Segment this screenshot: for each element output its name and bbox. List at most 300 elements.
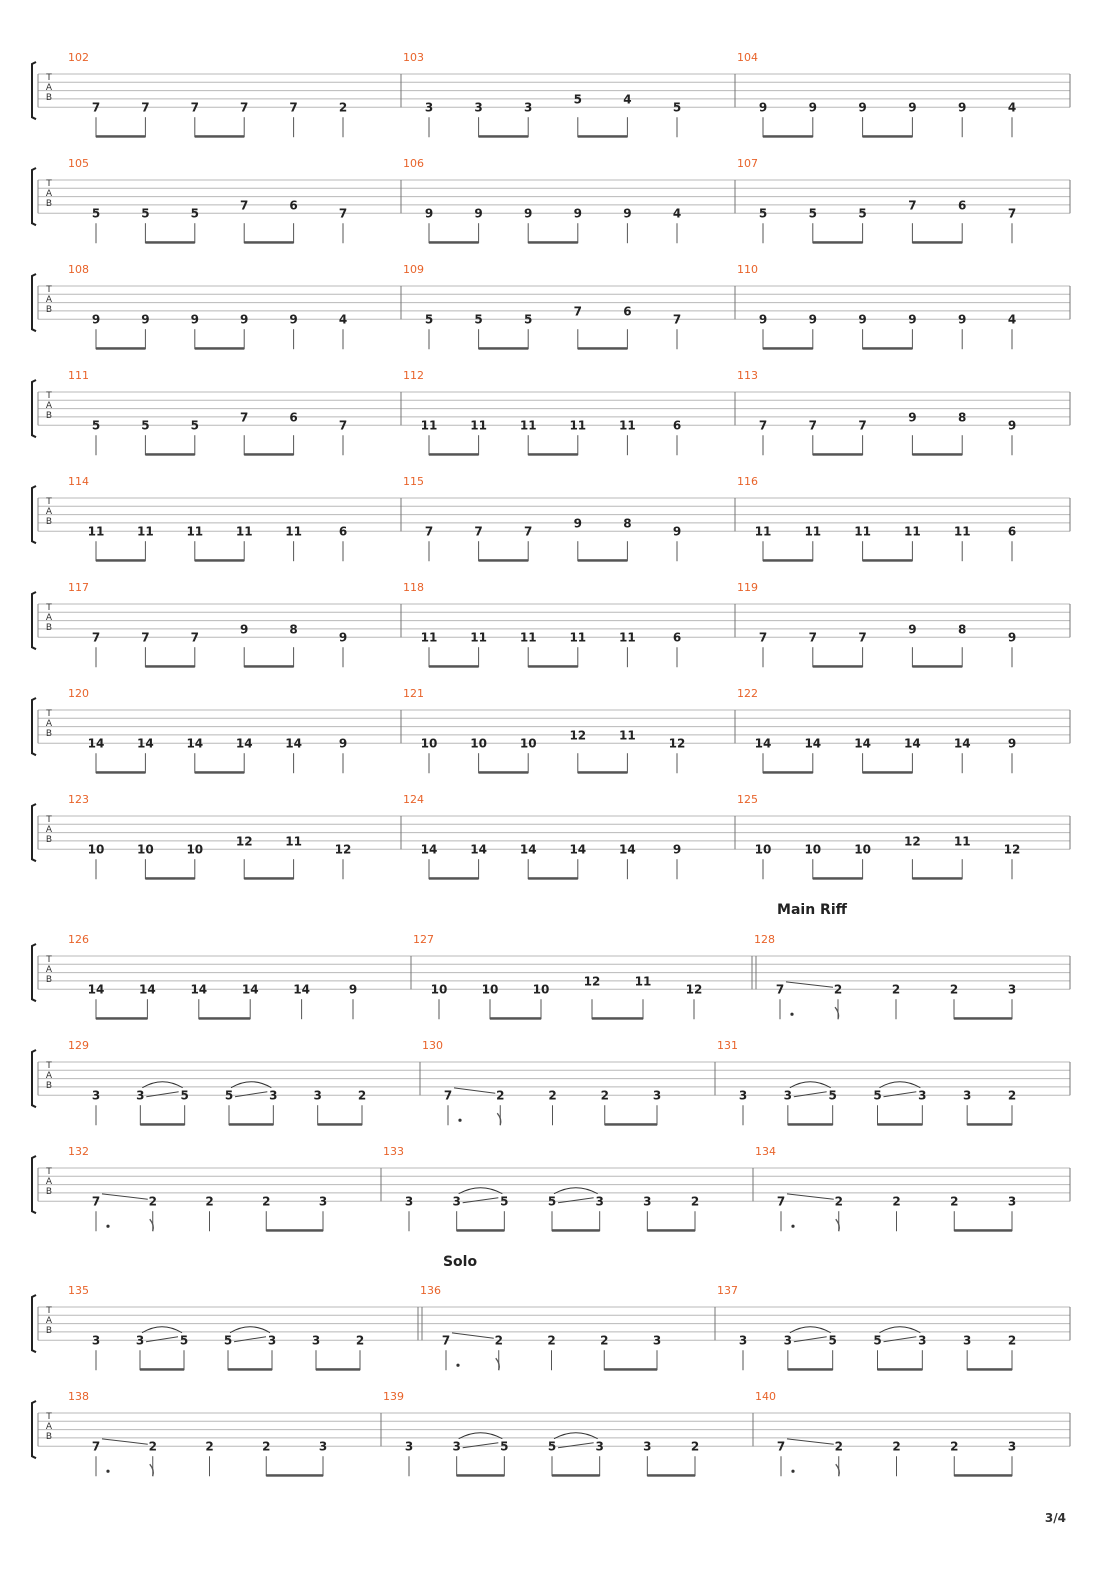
fret-number: 9	[190, 312, 199, 327]
fret-number: 14	[619, 842, 636, 857]
fret-number: 14	[235, 736, 253, 751]
system-brace	[32, 698, 36, 755]
fret-number: 3	[643, 1439, 652, 1454]
fret-number: 2	[892, 1439, 901, 1454]
measure-number: 102	[68, 51, 89, 64]
fret-number: 3	[404, 1439, 414, 1454]
note-beam	[195, 559, 244, 562]
note-beam	[763, 559, 813, 562]
fret-number: 6	[338, 524, 348, 539]
fret-number: 9	[474, 206, 483, 221]
system-brace	[32, 486, 36, 543]
fret-number: 7	[672, 312, 682, 327]
note-beam	[266, 1474, 323, 1477]
fret-number: 3	[404, 1194, 414, 1209]
fret-number: 14	[420, 842, 438, 857]
fret-number: 7	[858, 630, 867, 645]
fret-number: 9	[424, 206, 434, 221]
measure-number: 132	[68, 1145, 89, 1158]
fret-number: 5	[474, 312, 483, 327]
fret-number: 3	[595, 1194, 604, 1209]
slide-line	[786, 982, 833, 987]
slide-line	[787, 1194, 834, 1199]
measure-number: 112	[403, 369, 424, 382]
fret-number: 9	[573, 516, 582, 531]
fret-number: 14	[854, 736, 871, 751]
fret-number: 10	[430, 982, 448, 997]
measure-number: 126	[68, 933, 89, 946]
note-beam	[479, 347, 529, 350]
fret-number: 8	[289, 622, 298, 637]
fret-number: 2	[496, 1088, 505, 1103]
note-beam	[647, 1229, 695, 1232]
fret-number: 7	[808, 418, 817, 433]
fret-number: 3	[962, 1333, 972, 1348]
note-beam	[912, 453, 962, 456]
fret-number: 5	[224, 1088, 234, 1103]
fret-number: 5	[858, 206, 867, 221]
measure-number: 115	[403, 475, 424, 488]
fret-number: 3	[1007, 1194, 1017, 1209]
fret-number: 5	[758, 206, 768, 221]
measure-number: 122	[737, 687, 758, 700]
fret-number: 11	[854, 524, 871, 539]
tab-clef-letter: A	[45, 401, 53, 411]
note-beam	[604, 1368, 657, 1371]
fret-number: 11	[285, 834, 302, 849]
tab-system	[32, 581, 1070, 668]
fret-number: 14	[87, 736, 105, 751]
tab-clef-letter: B	[45, 623, 53, 633]
fret-number: 3	[91, 1088, 101, 1103]
fret-number: 12	[1003, 842, 1021, 857]
tab-system	[32, 475, 1070, 562]
note-beam	[457, 1474, 505, 1477]
fret-number: 9	[240, 312, 249, 327]
fret-number: 2	[1007, 1333, 1017, 1348]
note-beam	[429, 665, 479, 668]
note-beam	[244, 241, 293, 244]
fret-number: 3	[135, 1333, 145, 1348]
measure-number: 131	[717, 1039, 738, 1052]
fret-number: 5	[141, 206, 150, 221]
note-beam	[878, 1123, 923, 1126]
note-beam	[912, 241, 962, 244]
fret-number: 9	[672, 524, 682, 539]
fret-number: 3	[643, 1194, 652, 1209]
fret-number: 7	[758, 630, 768, 645]
hammer-slide-line	[235, 1092, 267, 1097]
note-beam	[429, 877, 479, 880]
tab-system	[32, 1039, 1070, 1126]
slide-line	[102, 1194, 148, 1199]
note-beam	[863, 771, 913, 774]
fret-number: 2	[892, 1194, 901, 1209]
tab-clef-letter: T	[46, 285, 52, 295]
fret-number: 2	[355, 1333, 365, 1348]
fret-number: 2	[205, 1439, 214, 1454]
fret-number: 3	[783, 1088, 793, 1103]
note-beam	[199, 1017, 250, 1020]
tab-clef-letter: B	[45, 93, 53, 103]
note-beam	[954, 1017, 1012, 1020]
fret-number: 5	[190, 206, 199, 221]
fret-number: 11	[235, 524, 253, 539]
system-brace	[32, 592, 36, 649]
tab-clef-letter: B	[45, 1081, 53, 1091]
note-beam	[140, 1368, 184, 1371]
fret-number: 5	[873, 1333, 882, 1348]
fret-number: 7	[758, 418, 768, 433]
tab-clef-letter: A	[45, 189, 53, 199]
fret-number: 7	[908, 198, 917, 213]
system-brace	[32, 168, 36, 225]
note-beam	[878, 1368, 923, 1371]
note-beam	[954, 1474, 1012, 1477]
fret-number: 9	[524, 206, 533, 221]
fret-number: 2	[600, 1088, 609, 1103]
fret-number: 5	[524, 312, 533, 327]
fret-number: 6	[958, 198, 967, 213]
measure-number: 105	[68, 157, 89, 170]
fret-number: 11	[953, 834, 971, 849]
fret-number: 2	[338, 100, 348, 115]
note-beam	[863, 559, 913, 562]
note-beam	[763, 347, 813, 350]
fret-number: 7	[474, 524, 483, 539]
measure-number: 120	[68, 687, 89, 700]
fret-number: 7	[524, 524, 533, 539]
tab-clef-letter: A	[45, 83, 53, 93]
fret-number: 7	[240, 100, 249, 115]
note-beam	[912, 665, 962, 668]
hammer-slide-line	[146, 1337, 178, 1342]
fret-number: 14	[241, 982, 259, 997]
tab-clef-letter: A	[45, 1071, 53, 1081]
note-beam	[316, 1368, 360, 1371]
fret-number: 11	[420, 630, 438, 645]
tab-clef-letter: A	[45, 1316, 53, 1326]
fret-number: 9	[908, 622, 917, 637]
measure-number: 129	[68, 1039, 89, 1052]
note-beam	[813, 877, 863, 880]
note-beam	[145, 241, 194, 244]
fret-number: 9	[858, 100, 867, 115]
fret-number: 10	[470, 736, 487, 751]
fret-number: 2	[690, 1439, 700, 1454]
note-beam	[195, 347, 244, 350]
measure-number: 111	[68, 369, 89, 382]
fret-number: 11	[569, 418, 587, 433]
rhythm-dot	[106, 1225, 109, 1228]
page-number: 3/4	[1044, 1511, 1066, 1525]
note-beam	[578, 347, 628, 350]
fret-number: 7	[1007, 206, 1017, 221]
fret-number: 7	[141, 630, 150, 645]
fret-number: 11	[804, 524, 822, 539]
fret-number: 7	[240, 410, 249, 425]
tab-clef-letter: B	[45, 199, 53, 209]
system-brace	[32, 944, 36, 1001]
measure-number: 130	[422, 1039, 443, 1052]
fret-number: 2	[834, 1439, 843, 1454]
hammer-slide-line	[794, 1337, 827, 1342]
fret-number: 3	[652, 1088, 662, 1103]
fret-number: 12	[583, 974, 601, 989]
fret-number: 3	[524, 100, 533, 115]
fret-number: 7	[858, 418, 867, 433]
note-beam	[457, 1229, 505, 1232]
tab-system	[32, 902, 1070, 1020]
note-beam	[813, 241, 863, 244]
fret-number: 3	[269, 1088, 278, 1103]
fret-number: 3	[311, 1333, 321, 1348]
fret-number: 11	[619, 418, 636, 433]
fret-number: 11	[285, 524, 302, 539]
fret-number: 2	[949, 982, 959, 997]
fret-number: 9	[808, 100, 817, 115]
fret-number: 14	[470, 842, 487, 857]
tab-system	[32, 793, 1070, 880]
fret-number: 2	[600, 1333, 609, 1348]
fret-number: 2	[1007, 1088, 1017, 1103]
fret-number: 8	[958, 410, 967, 425]
fret-number: 10	[420, 736, 438, 751]
fret-number: 10	[519, 736, 537, 751]
tab-clef-letter: T	[46, 179, 52, 189]
fret-number: 2	[148, 1194, 157, 1209]
fret-number: 2	[494, 1333, 503, 1348]
tab-system	[32, 1254, 1070, 1371]
fret-number: 2	[205, 1194, 214, 1209]
fret-number: 14	[186, 736, 204, 751]
fret-number: 14	[87, 982, 105, 997]
fret-number: 11	[569, 630, 587, 645]
fret-number: 9	[1007, 630, 1017, 645]
fret-number: 14	[804, 736, 822, 751]
fret-number: 5	[190, 418, 199, 433]
tab-clef-letter: B	[45, 835, 53, 845]
fret-number: 5	[180, 1088, 189, 1103]
fret-number: 2	[834, 1194, 843, 1209]
tab-clef-letter: B	[45, 1187, 53, 1197]
fret-number: 9	[240, 622, 249, 637]
measure-number: 106	[403, 157, 424, 170]
fret-number: 11	[519, 630, 537, 645]
measure-number: 121	[403, 687, 424, 700]
fret-number: 11	[634, 974, 652, 989]
fret-number: 3	[652, 1333, 662, 1348]
fret-number: 9	[1007, 418, 1017, 433]
note-beam	[863, 135, 913, 138]
tab-clef-letter: T	[46, 497, 52, 507]
note-beam	[863, 347, 913, 350]
tab-clef-letter: A	[45, 1177, 53, 1187]
measure-number: 109	[403, 263, 424, 276]
fret-number: 4	[1007, 100, 1017, 115]
fret-number: 11	[953, 524, 971, 539]
note-beam	[813, 453, 863, 456]
fret-number: 9	[338, 736, 348, 751]
note-beam	[96, 771, 145, 774]
fret-number: 9	[338, 630, 348, 645]
note-beam	[578, 559, 628, 562]
measure-number: 127	[413, 933, 434, 946]
fret-number: 7	[808, 630, 817, 645]
fret-number: 3	[318, 1439, 328, 1454]
note-beam	[96, 347, 145, 350]
fret-number: 10	[532, 982, 550, 997]
hammer-slide-line	[463, 1198, 499, 1203]
system-brace	[32, 1050, 36, 1107]
hammer-slide-line	[884, 1337, 917, 1342]
rhythm-dot	[791, 1225, 794, 1228]
fret-number: 12	[235, 834, 253, 849]
fret-number: 5	[223, 1333, 233, 1348]
hammer-slide-line	[234, 1337, 266, 1342]
system-brace	[32, 62, 36, 119]
note-beam	[578, 135, 628, 138]
fret-number: 7	[91, 1194, 101, 1209]
fret-number: 3	[474, 100, 483, 115]
measure-number: 118	[403, 581, 424, 594]
fret-number: 9	[758, 312, 768, 327]
fret-number: 7	[91, 100, 101, 115]
measure-number: 140	[755, 1390, 776, 1403]
tab-clef-letter: A	[45, 719, 53, 729]
fret-number: 14	[519, 842, 537, 857]
fret-number: 10	[481, 982, 499, 997]
fret-number: 5	[828, 1088, 837, 1103]
hammer-slide-line	[558, 1198, 594, 1203]
fret-number: 7	[443, 1088, 453, 1103]
hammer-slide-line	[146, 1092, 178, 1097]
rhythm-dot	[791, 1470, 794, 1473]
rhythm-dot	[456, 1364, 459, 1367]
tab-system	[32, 1145, 1070, 1232]
system-brace	[32, 274, 36, 331]
fret-number: 14	[285, 736, 302, 751]
fret-number: 14	[137, 736, 154, 751]
fret-number: 10	[137, 842, 154, 857]
note-beam	[788, 1123, 833, 1126]
fret-number: 6	[672, 418, 682, 433]
fret-number: 6	[623, 304, 632, 319]
tab-clef-letter: T	[46, 1167, 52, 1177]
fret-number: 5	[547, 1439, 557, 1454]
fret-number: 10	[754, 842, 772, 857]
fret-number: 10	[854, 842, 871, 857]
fret-number: 7	[424, 524, 434, 539]
fret-number: 7	[190, 100, 199, 115]
rhythm-dot	[790, 1013, 793, 1016]
fret-number: 8	[623, 516, 632, 531]
measure-number: 103	[403, 51, 424, 64]
fret-number: 6	[672, 630, 682, 645]
tab-clef-letter: T	[46, 391, 52, 401]
fret-number: 5	[573, 92, 582, 107]
note-beam	[528, 665, 578, 668]
fret-number: 2	[891, 982, 901, 997]
measure-number: 133	[383, 1145, 404, 1158]
tab-system	[32, 51, 1070, 138]
fret-number: 4	[1007, 312, 1017, 327]
fret-number: 5	[141, 418, 150, 433]
measure-number: 117	[68, 581, 89, 594]
fret-number: 3	[1007, 1439, 1017, 1454]
fret-number: 7	[338, 206, 348, 221]
fret-number: 7	[775, 982, 785, 997]
note-beam	[145, 453, 194, 456]
tab-clef-letter: T	[46, 709, 52, 719]
tab-clef-letter: T	[46, 603, 52, 613]
tab-system	[32, 369, 1070, 456]
fret-number: 11	[87, 524, 105, 539]
note-beam	[479, 771, 529, 774]
note-beam	[145, 877, 194, 880]
fret-number: 9	[91, 312, 101, 327]
fret-number: 2	[950, 1439, 959, 1454]
fret-number: 8	[958, 622, 967, 637]
fret-number: 3	[783, 1333, 793, 1348]
fret-number: 11	[470, 630, 487, 645]
section-label: Solo	[442, 1254, 478, 1270]
fret-number: 12	[668, 736, 686, 751]
fret-number: 3	[918, 1333, 927, 1348]
fret-number: 2	[833, 982, 843, 997]
note-beam	[490, 1017, 541, 1020]
fret-number: 11	[470, 418, 487, 433]
measure-number: 119	[737, 581, 758, 594]
fret-number: 5	[808, 206, 817, 221]
note-beam	[96, 1017, 147, 1020]
tab-clef-letter: T	[46, 815, 52, 825]
tab-system	[32, 263, 1070, 350]
tab-clef-letter: B	[45, 1326, 53, 1336]
note-beam	[813, 665, 863, 668]
measure-number: 137	[717, 1284, 738, 1297]
fret-number: 7	[338, 418, 348, 433]
fret-number: 12	[334, 842, 352, 857]
fret-number: 4	[672, 206, 682, 221]
fret-number: 5	[91, 206, 101, 221]
fret-number: 6	[1007, 524, 1017, 539]
fret-number: 10	[804, 842, 822, 857]
fret-number: 9	[908, 312, 917, 327]
fret-number: 5	[873, 1088, 882, 1103]
fret-number: 2	[690, 1194, 700, 1209]
fret-number: 2	[262, 1439, 271, 1454]
rhythm-dot	[106, 1470, 109, 1473]
slide-line	[452, 1333, 494, 1338]
hammer-slide-line	[558, 1443, 594, 1448]
fret-number: 3	[91, 1333, 101, 1348]
fret-number: 9	[289, 312, 298, 327]
note-beam	[429, 241, 479, 244]
fret-number: 7	[91, 1439, 101, 1454]
note-beam	[605, 1123, 657, 1126]
note-beam	[592, 1017, 643, 1020]
measure-number: 110	[737, 263, 758, 276]
fret-number: 4	[623, 92, 632, 107]
fret-number: 4	[338, 312, 348, 327]
note-beam	[967, 1123, 1012, 1126]
fret-number: 3	[918, 1088, 927, 1103]
note-beam	[96, 135, 145, 138]
fret-number: 11	[619, 630, 636, 645]
tab-clef-letter: T	[46, 1061, 52, 1071]
system-brace	[32, 804, 36, 861]
